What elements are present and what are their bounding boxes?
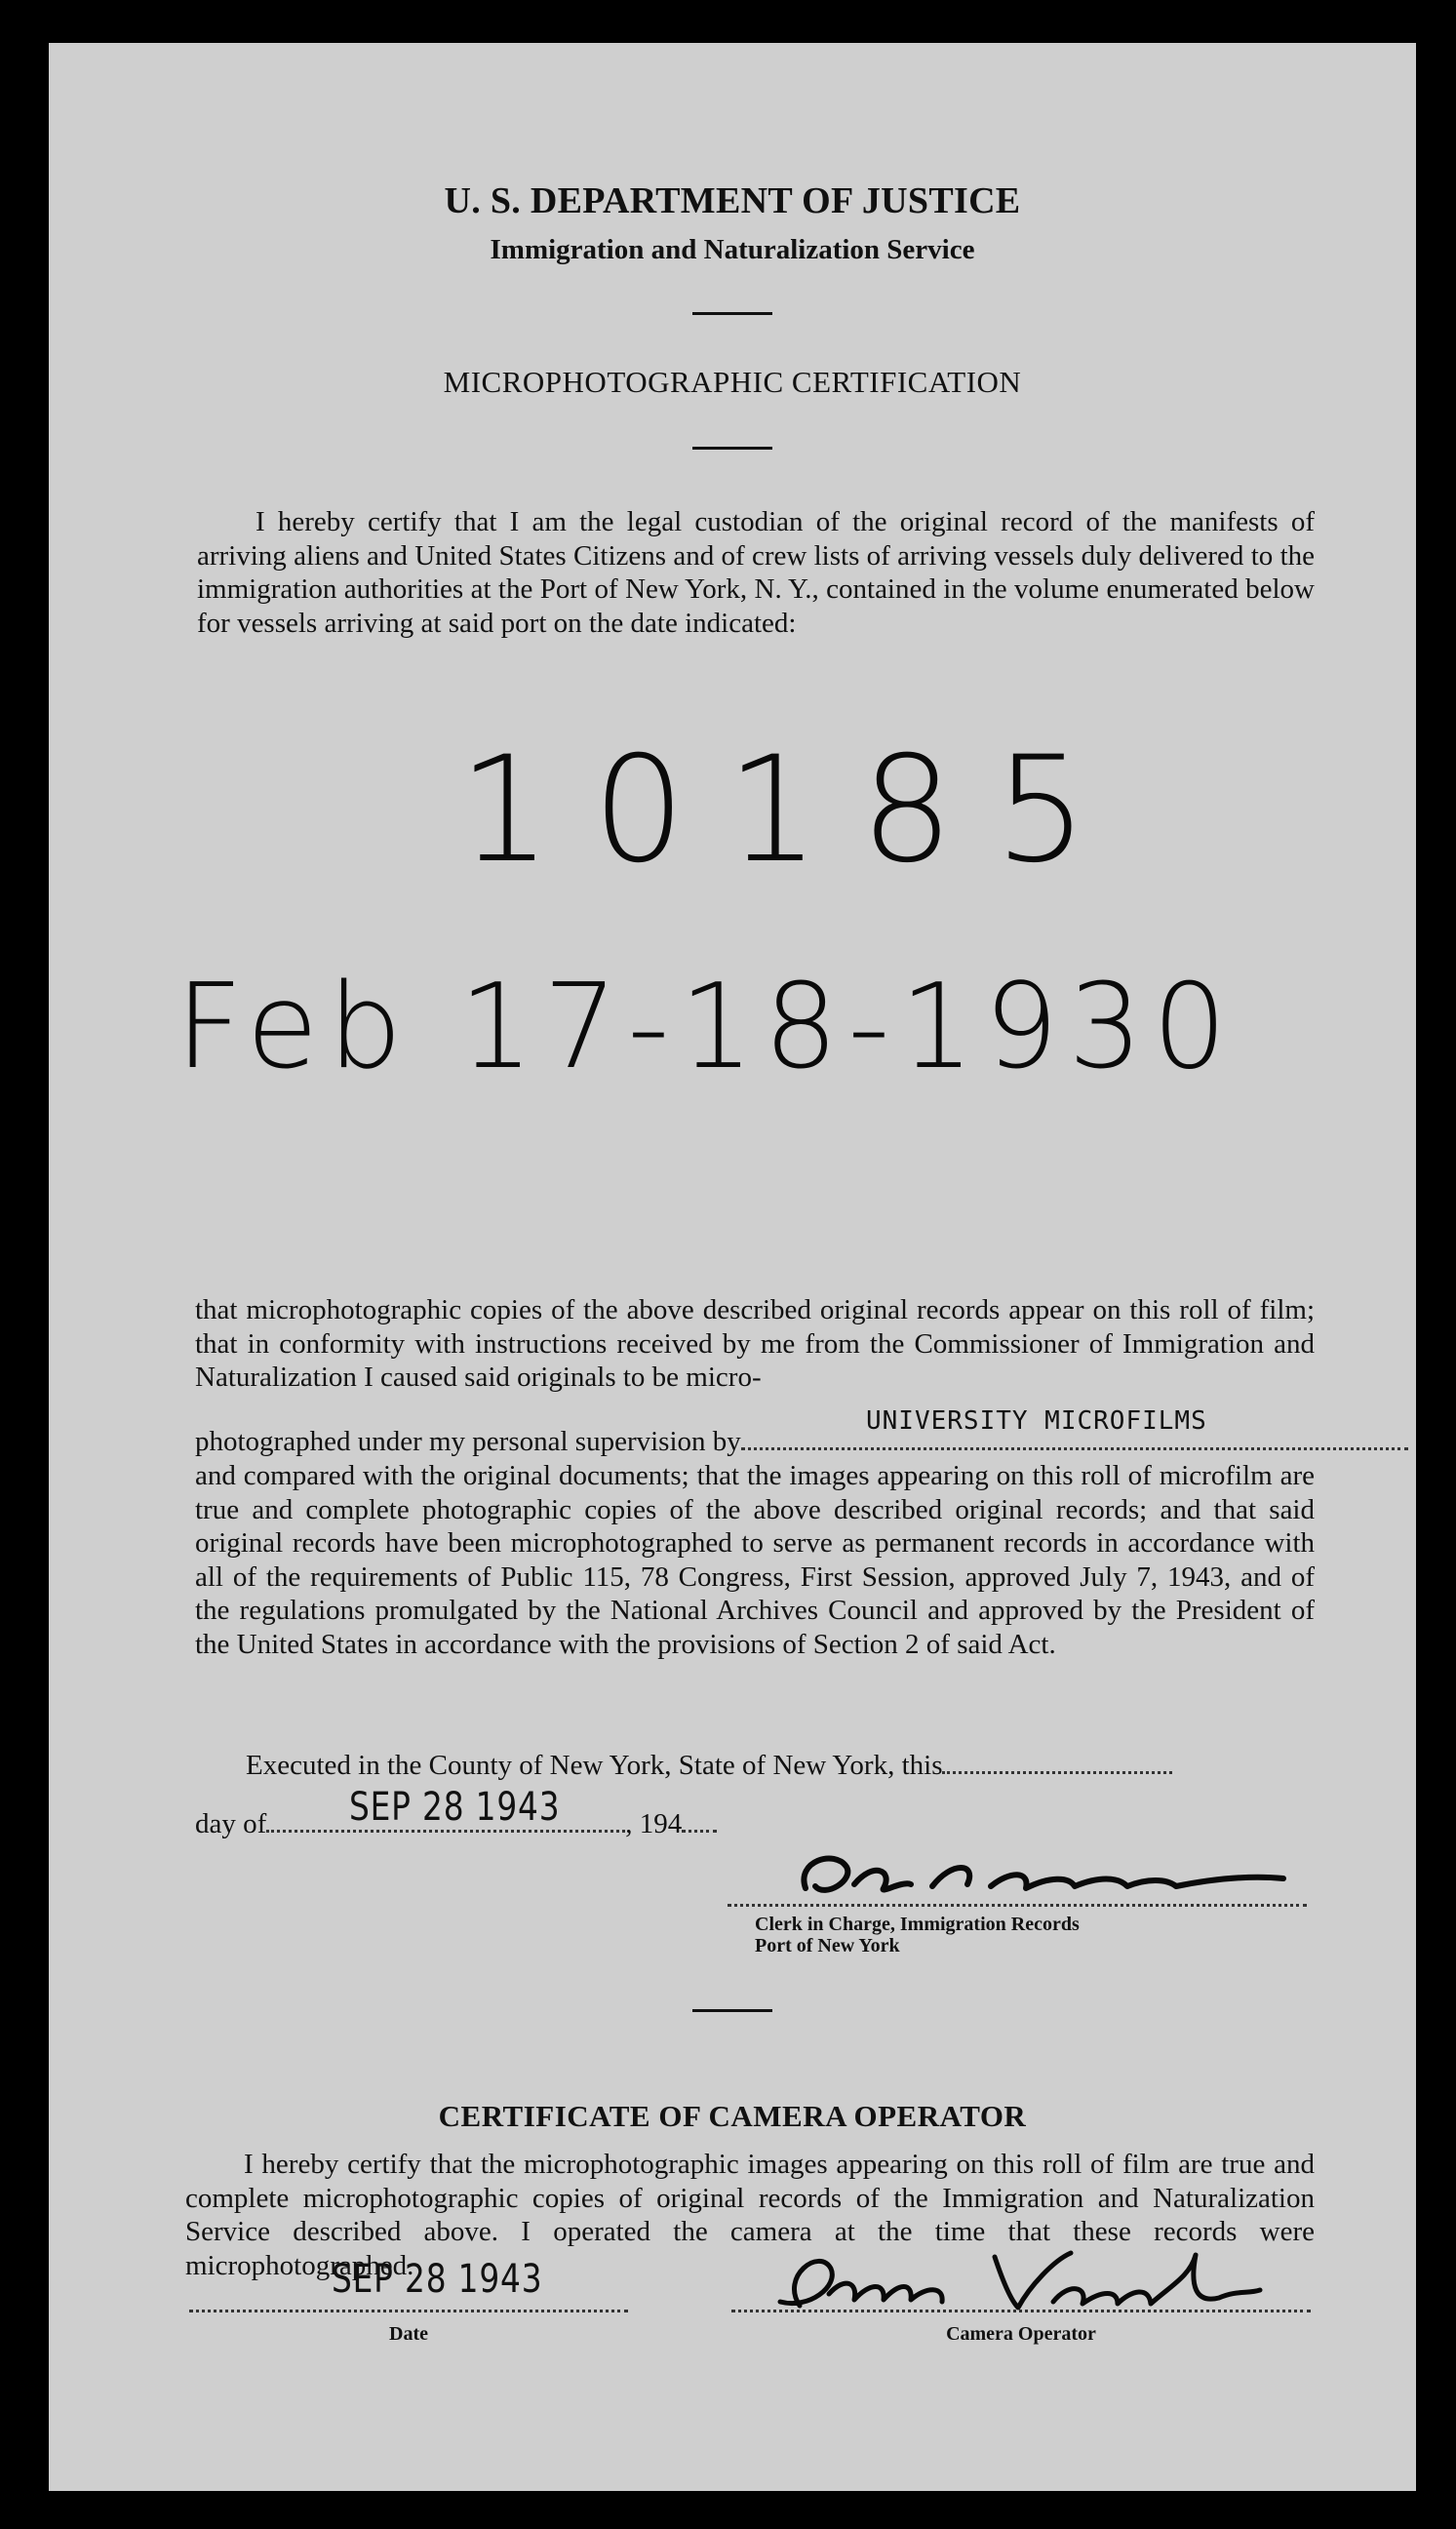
- body-paragraph-part2: and compared with the original documents; that the images appearing on this roll of microfilm are true and complete photographic copies of the above described original records; and that said original records have been microphotographed to serve as permanent records in accordance with all of the requirements of Public 115, 78 Congress, First Session, approved July 7, 1943, and of the regulations promulgated by the National Archives Council and approved by the President of the United States in accordance with the provisions of Section 2 of said Act.: [195, 1460, 1315, 1660]
- clerk-title-line1: Clerk in Charge, Immigration Records: [755, 1914, 1080, 1935]
- dotted-fill: [266, 1830, 625, 1833]
- body-paragraph-part1: that microphotographic copies of the above described original records appear on this roll of film; that in conformity with instructions received by me from the Commissioner of Immigration and Naturalization I caused said originals to be micro-: [195, 1294, 1315, 1393]
- certificate-sheet: [49, 43, 1416, 2491]
- clerk-signature: [786, 1841, 1293, 1912]
- camera-certificate-title: CERTIFICATE OF CAMERA OPERATOR: [438, 2099, 1027, 2133]
- camera-date-stamp: SEP 28 1943: [332, 2257, 543, 2302]
- date-line: [189, 2310, 628, 2312]
- intro-paragraph: I hereby certify that I am the legal custodian of the original record of the manifests of arriving aliens and United States Citizens and of crew lists of arriving vessels duly delivered to the immigration authorities at the Port of New York, N. Y., contained in the volume enumerated below for vessels arriving at said port on the date indicated:: [197, 506, 1315, 639]
- supervision-line: [195, 1426, 1408, 1458]
- camera-operator-caption: Camera Operator: [946, 2323, 1096, 2345]
- camera-operator-line: [731, 2310, 1311, 2312]
- date-caption: Date: [389, 2323, 428, 2345]
- volume-date: Feb 17-18-1930: [176, 960, 1237, 1095]
- certification-title: MICROPHOTOGRAPHIC CERTIFICATION: [443, 365, 1022, 399]
- dotted-fill: [741, 1447, 1408, 1450]
- dotted-fill: [942, 1771, 1172, 1774]
- divider: [692, 2009, 772, 2012]
- year-label: , 194: [625, 1808, 683, 1839]
- day-of-label: day of: [195, 1808, 267, 1839]
- executed-line: [246, 1750, 1172, 1782]
- department-title: U. S. DEPARTMENT OF JUSTICE: [444, 180, 1021, 221]
- camera-operator-signature: [761, 2247, 1268, 2325]
- executed-text: Executed in the County of New York, State of New York, this: [246, 1750, 943, 1781]
- volume-number: 10185: [458, 726, 1129, 895]
- divider: [692, 447, 772, 450]
- supervisor-name-stamp: UNIVERSITY MICROFILMS: [866, 1406, 1207, 1436]
- clerk-title-line2: Port of New York: [755, 1935, 900, 1956]
- dotted-fill: [682, 1830, 717, 1833]
- service-subtitle: Immigration and Naturalization Service: [490, 234, 975, 265]
- supervision-prefix: photographed under my personal supervision by: [195, 1426, 741, 1457]
- camera-statement: I hereby certify that the microphotographic images appearing on this roll of film are true and complete microphotographic copies of original records of the Immigration and Naturalization Service described above. I operated the camera at the time that these records were microphotographed.: [185, 2149, 1315, 2281]
- divider: [692, 312, 772, 315]
- executed-date-stamp: SEP 28 1943: [349, 1785, 561, 1830]
